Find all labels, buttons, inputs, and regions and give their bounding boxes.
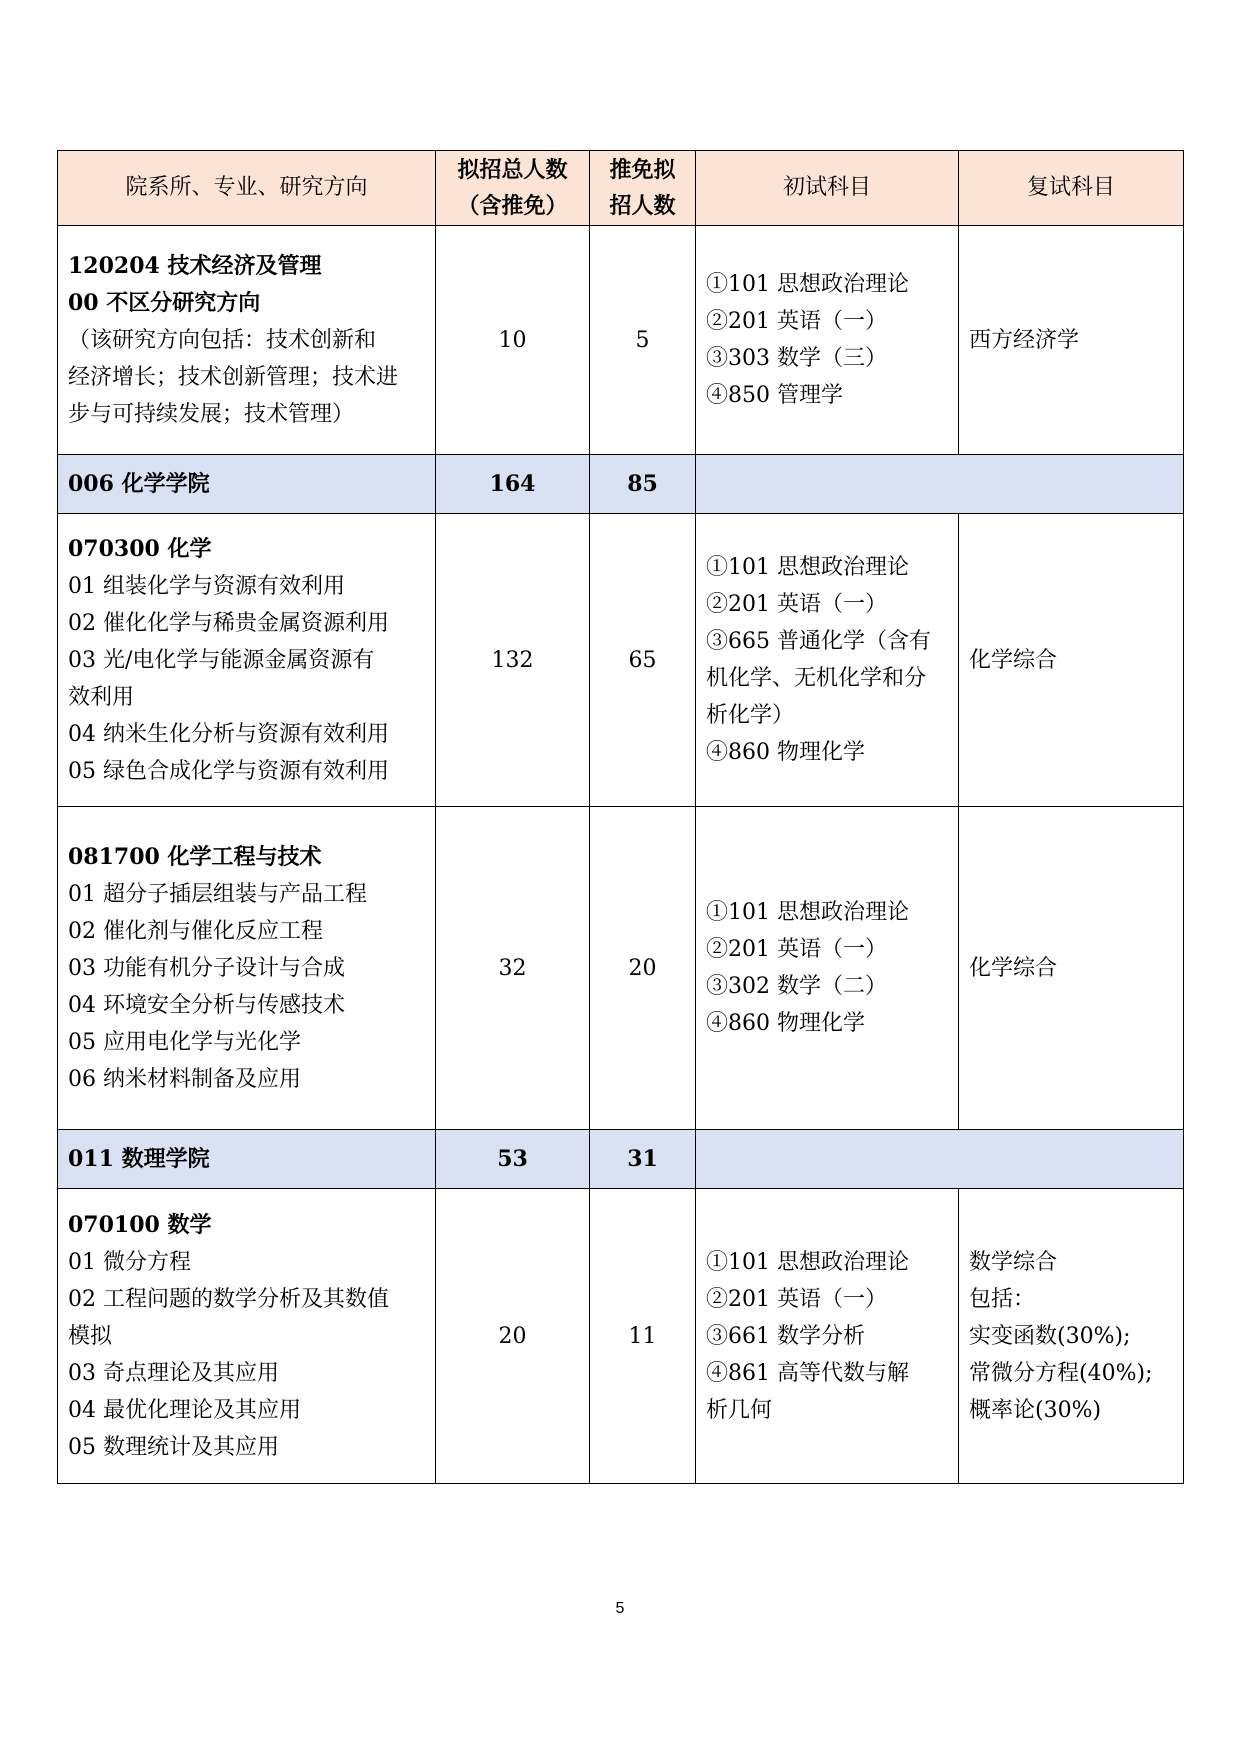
- total-count: 10: [436, 226, 590, 455]
- page-number: 5: [615, 1600, 625, 1617]
- retest-subjects: 化学综合: [959, 514, 1184, 807]
- total-count: 53: [436, 1130, 590, 1189]
- retest-subjects: 数学综合 包括： 实变函数(30%); 常微分方程(40%); 概率论(30%): [959, 1189, 1184, 1484]
- major-cell: 081700 化学工程与技术 01 超分子插层组装与产品工程 02 催化剂与催化反应工程 03 功能有机分子设计与合成 04 环境安全分析与传感技术 05 应用电化学与光化学 06 纳米材料制备及应用: [58, 807, 436, 1130]
- empty-cell: [696, 455, 1184, 514]
- exempt-count: 5: [590, 226, 696, 455]
- exam-subjects: ①101 思想政治理论 ②201 英语（一） ③665 普通化学（含有 机化学、无机化学和分 析化学） ④860 物理化学: [696, 514, 959, 807]
- total-count: 132: [436, 514, 590, 807]
- department-name: 011 数理学院: [58, 1130, 436, 1189]
- exempt-count: 20: [590, 807, 696, 1130]
- header-total: 拟招总人数 （含推免）: [436, 151, 590, 226]
- header-exempt: 推免拟 招人数: [590, 151, 696, 226]
- table-row: [58, 807, 1184, 1130]
- retest-subjects: 西方经济学: [959, 226, 1184, 455]
- exam-subjects: ①101 思想政治理论 ②201 英语（一） ③661 数学分析 ④861 高等代数与解 析几何: [696, 1189, 959, 1484]
- exempt-count: 11: [590, 1189, 696, 1484]
- department-row: [58, 1130, 1184, 1189]
- major-cell: 070300 化学 01 组装化学与资源有效利用 02 催化化学与稀贵金属资源利用 03 光/电化学与能源金属资源有 效利用 04 纳米生化分析与资源有效利用 05 绿色合成化学与资源有效利用: [58, 514, 436, 807]
- major-cell: 120204 技术经济及管理 00 不区分研究方向 （该研究方向包括：技术创新和 经济增长；技术创新管理；技术进 步与可持续发展；技术管理）: [58, 226, 436, 455]
- department-row: [58, 455, 1184, 514]
- exempt-count: 85: [590, 455, 696, 514]
- exempt-count: 65: [590, 514, 696, 807]
- exam-subjects: ①101 思想政治理论 ②201 英语（一） ③303 数学（三） ④850 管理学: [696, 226, 959, 455]
- table-row: [58, 226, 1184, 455]
- table-row: [58, 514, 1184, 807]
- table-header-row: [58, 151, 1184, 226]
- empty-cell: [696, 1130, 1184, 1189]
- retest-subjects: 化学综合: [959, 807, 1184, 1130]
- table-row: [58, 1189, 1184, 1484]
- department-name: 006 化学学院: [58, 455, 436, 514]
- exempt-count: 31: [590, 1130, 696, 1189]
- exam-subjects: ①101 思想政治理论 ②201 英语（一） ③302 数学（二） ④860 物理化学: [696, 807, 959, 1130]
- major-cell: 070100 数学 01 微分方程 02 工程问题的数学分析及其数值 模拟 03 奇点理论及其应用 04 最优化理论及其应用 05 数理统计及其应用: [58, 1189, 436, 1484]
- header-department: 院系所、专业、研究方向: [58, 151, 436, 226]
- header-initial-exam: 初试科目: [696, 151, 959, 226]
- admissions-table: [57, 150, 1184, 1484]
- header-retest: 复试科目: [959, 151, 1184, 226]
- total-count: 20: [436, 1189, 590, 1484]
- total-count: 164: [436, 455, 590, 514]
- total-count: 32: [436, 807, 590, 1130]
